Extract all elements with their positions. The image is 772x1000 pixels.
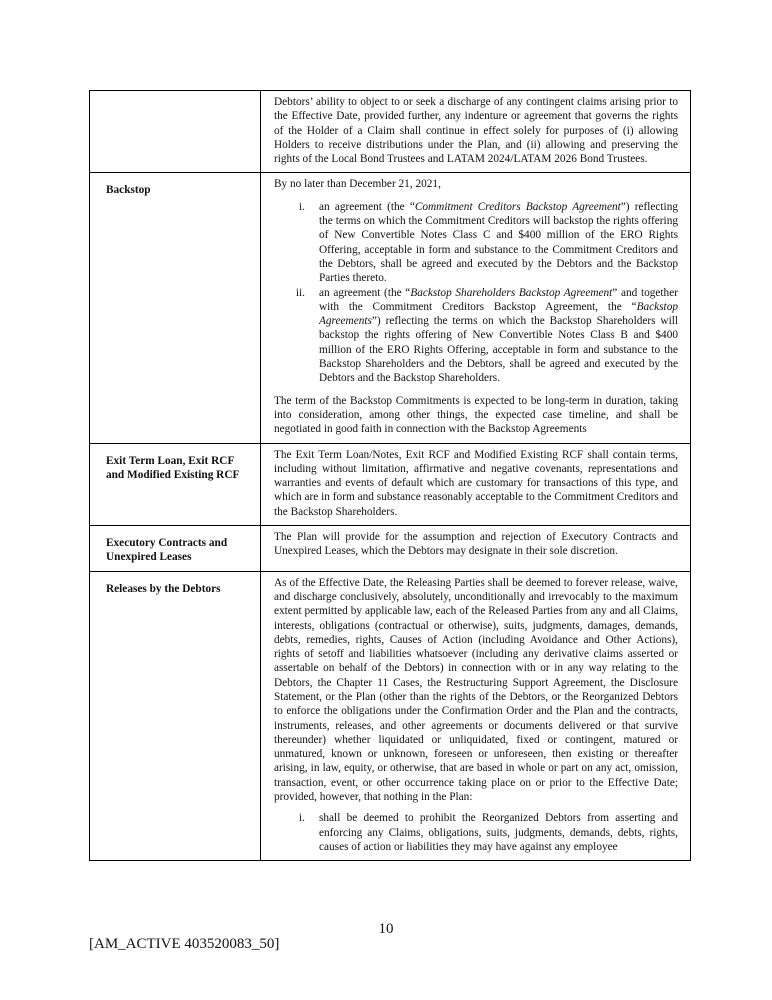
row-label: Backstop <box>90 173 261 443</box>
term-sheet-table <box>89 90 691 861</box>
paragraph: By no later than December 21, 2021, <box>274 178 441 191</box>
paragraph: The Exit Term Loan/Notes, Exit RCF and Modified Existing RCF shall contain terms, including without limitation, affirmative and negative covenants, representations and warranties and events of default which are customary for transactions of this type, and which are in form and substance reasonably acceptable to the Commitment Creditors and the Backstop Shareholders. <box>274 448 678 518</box>
list-item <box>274 200 678 286</box>
row-label: Releases by the Debtors <box>90 571 261 861</box>
list-text: shall be deemed to prohibit the Reorganized Debtors from asserting and enforcing any Claims, obligations, suits, judgments, demands, debts, rights, causes of action or liabilities they may have against any employee <box>319 812 678 853</box>
table-row <box>90 91 691 173</box>
row-label: Exit Term Loan, Exit RCF and Modified Existing RCF <box>90 443 261 525</box>
defined-term: Backstop Shareholders Backstop Agreement <box>410 286 613 299</box>
paragraph: The term of the Backstop Commitments is expected to be long-term in duration, taking into consideration, among other things, the expected case timeline, and shall be negotiated in good faith in connection with the Backstop Agreements <box>274 394 678 436</box>
table-row <box>90 443 691 525</box>
row-content <box>261 526 691 572</box>
list-text: an agreement (the “Backstop Shareholders Backstop Agreement” and together with the Commitment Creditors Backstop Agreement, the “Backstop Agreements”) reflecting the terms on which the Backstop Shareholders will backstop the rights offering of New Convertible Notes Class B and $400 million of the ERO Rights Offering, acceptable in form and substance to the Backstop Shareholders and the Debtors, shall be agreed and executed by the Debtors and the Backstop Shareholders. <box>319 286 678 385</box>
table-row <box>90 526 691 572</box>
table-row <box>90 571 691 861</box>
paragraph: The Plan will provide for the assumption and rejection of Executory Contracts and Unexpired Leases, which the Debtors may designate in their sole discretion. <box>274 531 678 558</box>
row-content <box>261 571 691 861</box>
table-row <box>90 173 691 443</box>
paragraph: As of the Effective Date, the Releasing Parties shall be deemed to forever release, waive, and discharge conclusively, absolutely, unconditionally and irrevocably to the maximum extent permitted by applicable law, each of the Released Parties from any and all Claims, interests, obligations (contractual or otherwise), suits, judgments, damages, demands, debts, remedies, rights, Causes of Action (including Avoidance and Other Actions), rights of setoff and liabilities whatsoever (including any derivative claims asserted or assertable on behalf of the Debtors) in connection with or in any way relating to the Debtors, the Chapter 11 Cases, the Restructuring Support Agreement, the Disclosure Statement, or the Plan (other than the rights of the Debtors, or the Reorganized Debtors to enforce the obligations under the Confirmation Order and the Plan and the contracts, instruments, releases, and other agreements or documents delivered or that survive thereunder) whether liquidated or unliquidated, fixed or contingent, matured or unmatured, known or unknown, foreseen or unforeseen, then existing or thereafter arising, in law, equity, or otherwise, that are based in whole or part on any act, omission, transaction, event, or other occurrence taking place on or prior to the Effective Date; provided, however, that nothing in the Plan: <box>274 576 678 804</box>
row-content <box>261 91 691 173</box>
list-item <box>274 811 678 854</box>
row-content <box>261 173 691 443</box>
paragraph: Debtors’ ability to object to or seek a discharge of any contingent claims arising prior to the Effective Date, provided further, any indenture or agreement that governs the rights of the Holder of a Claim shall continue in effect solely for purposes of (i) allowing Holders to receive distributions under the Plan, and (ii) allowing and preserving the rights of the Local Bond Trustees and LATAM 2024/LATAM 2026 Bond Trustees. <box>274 96 678 166</box>
row-content <box>261 443 691 525</box>
row-label: Executory Contracts and Unexpired Leases <box>90 526 261 572</box>
row-label <box>90 91 261 173</box>
page-number: 10 <box>378 921 394 937</box>
list-number: ii. <box>295 286 305 299</box>
document-id: [AM_ACTIVE 403520083_50] <box>89 936 280 952</box>
list-text: an agreement (the “Commitment Creditors Backstop Agreement”) reflecting the terms on which the Commitment Creditors will backstop the rights offering of New Convertible Notes Class C and $400 million of the ERO Rights Offering, acceptable in form and substance to the Commitment Creditors and the Debtors, shall be agreed and executed by the Debtors and the Backstop Parties thereto. <box>319 200 678 285</box>
defined-term: Commitment Creditors Backstop Agreement <box>414 200 621 213</box>
list-number: i. <box>299 200 305 213</box>
list-item <box>274 286 678 386</box>
defined-term: Backstop Agreements <box>319 300 678 328</box>
list-number: i. <box>299 812 305 825</box>
